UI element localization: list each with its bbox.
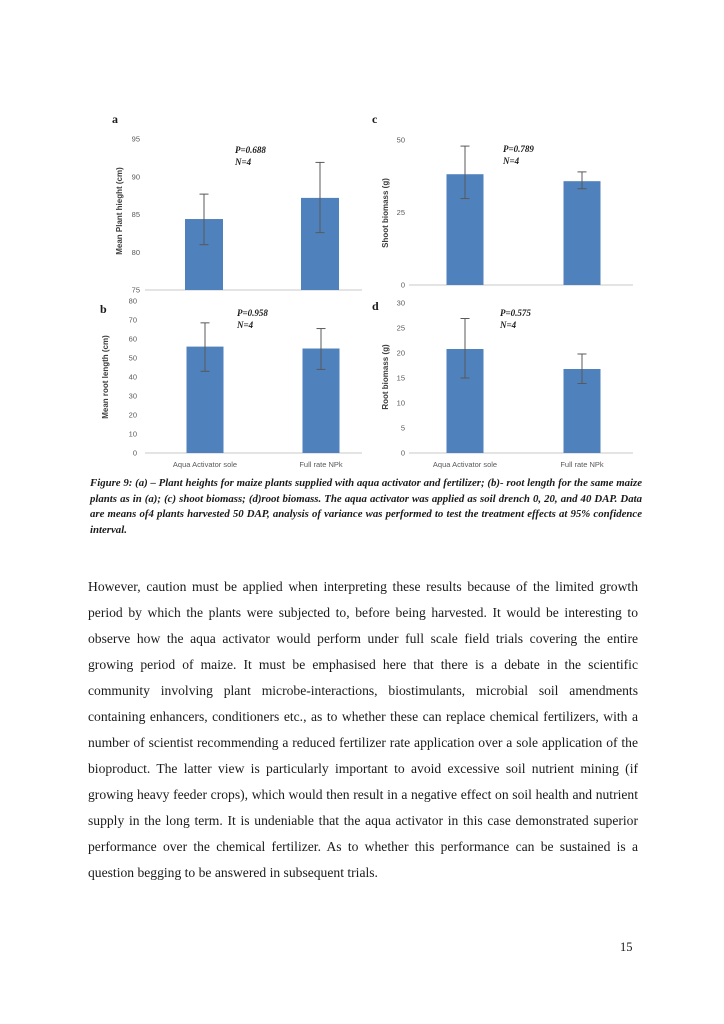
y-tick-label: 30 <box>396 298 405 308</box>
stats-annotation: N=4 <box>235 157 252 167</box>
x-category-label: Aqua Activator sole <box>172 460 238 469</box>
x-category-label: Full rate NPk <box>299 460 343 469</box>
stats-annotation: N=4 <box>503 156 520 166</box>
stats-annotation: P=0.789 <box>503 144 534 154</box>
y-tick-label: 15 <box>396 373 405 383</box>
y-axis-title: Root biomass (g) <box>381 344 390 410</box>
y-tick-label: 25 <box>396 208 405 217</box>
y-axis-title: Mean root length (cm) <box>101 335 110 419</box>
y-tick-label: 50 <box>396 135 405 145</box>
y-tick-label: 90 <box>131 172 140 182</box>
y-tick-label: 95 <box>131 134 140 144</box>
y-tick-label: 10 <box>128 429 137 439</box>
y-tick-label: 20 <box>396 348 405 358</box>
stats-annotation: P=0.958 <box>237 308 268 318</box>
stats-annotation: P=0.575 <box>500 308 531 318</box>
y-tick-label: 25 <box>396 323 405 333</box>
y-tick-label: 85 <box>131 210 140 219</box>
y-tick-label: 60 <box>128 334 137 344</box>
body-paragraph: However, caution must be applied when interpreting these results because of the limited growth period by which the plants were subjected to, before being harvested. It would be interesting to observe how the aqua activator would perform under full scale field trials covering the entire growing period of maize. It must be emphasised here that there is a debate in the scientific community involving plant microbe-interactions, biostimulants, microbial soil amendments containing enhancers, conditioners etc., as to whether these can replace chemical fertilizers, with a number of scientist recommending a reduced fertilizer rate application over a sole application of the bioproduct. The latter view is particularly important to avoid excessive soil nutrient mining (if growing heavy feeder crops), which would then result in a negative effect on soil health and nutrient supply in the long term. It is undeniable that the aqua activator in this case demonstrated superior performance over the chemical fertilizer. As to whether this performance can be sustained is a question begging to be answered in subsequent trials. <box>88 579 638 880</box>
stats-annotation: N=4 <box>237 320 254 330</box>
y-tick-label: 0 <box>132 448 137 458</box>
chart-panel-b <box>90 293 370 478</box>
y-tick-label: 0 <box>400 280 405 290</box>
chart-a-svg <box>90 105 370 295</box>
y-tick-label: 40 <box>128 372 137 382</box>
y-tick-label: 5 <box>400 423 405 433</box>
chart-d-svg <box>365 293 640 478</box>
chart-panel-d <box>365 293 640 478</box>
x-category-label: Aqua Activator sole <box>432 460 498 469</box>
y-tick-label: 50 <box>128 353 137 363</box>
chart-panel-a <box>90 105 370 295</box>
stats-annotation: P=0.688 <box>235 145 266 155</box>
y-tick-label: 30 <box>128 391 137 401</box>
y-tick-label: 80 <box>128 296 137 306</box>
y-tick-label: 0 <box>400 448 405 458</box>
figure-caption: Figure 9: (a) – Plant heights for maize plants supplied with aqua activator and fertilizer; (b)- root length for the same maize plants as in (a); (c) shoot biomass; (d)root biomass. The aqua activator was applied as soil drench 0, 20, and 40 DAP. Data are means of4 plants harvested 50 DAP, analysis of variance was performed to test the treatment effects at 95% confidence interval. <box>90 477 642 536</box>
x-category-label: Full rate NPk <box>560 460 604 469</box>
y-tick-label: 75 <box>131 285 140 295</box>
y-tick-label: 10 <box>396 398 405 408</box>
page-number: 15 <box>620 940 633 954</box>
panel-letter-d: d <box>372 299 379 313</box>
panel-letter-b: b <box>100 302 107 316</box>
y-tick-label: 20 <box>128 410 137 420</box>
chart-b-svg <box>90 293 370 478</box>
y-axis-title: Mean Plant hieght (cm) <box>115 167 124 255</box>
chart-panel-c <box>365 105 640 291</box>
chart-c-svg <box>365 105 640 291</box>
y-tick-label: 80 <box>131 247 140 257</box>
panel-letter-a: a <box>112 112 118 126</box>
bar-Full rate NPk <box>564 181 601 285</box>
y-tick-label: 70 <box>128 315 137 325</box>
y-axis-title: Shoot biomass (g) <box>381 178 390 248</box>
stats-annotation: N=4 <box>500 320 517 330</box>
panel-letter-c: c <box>372 112 378 126</box>
